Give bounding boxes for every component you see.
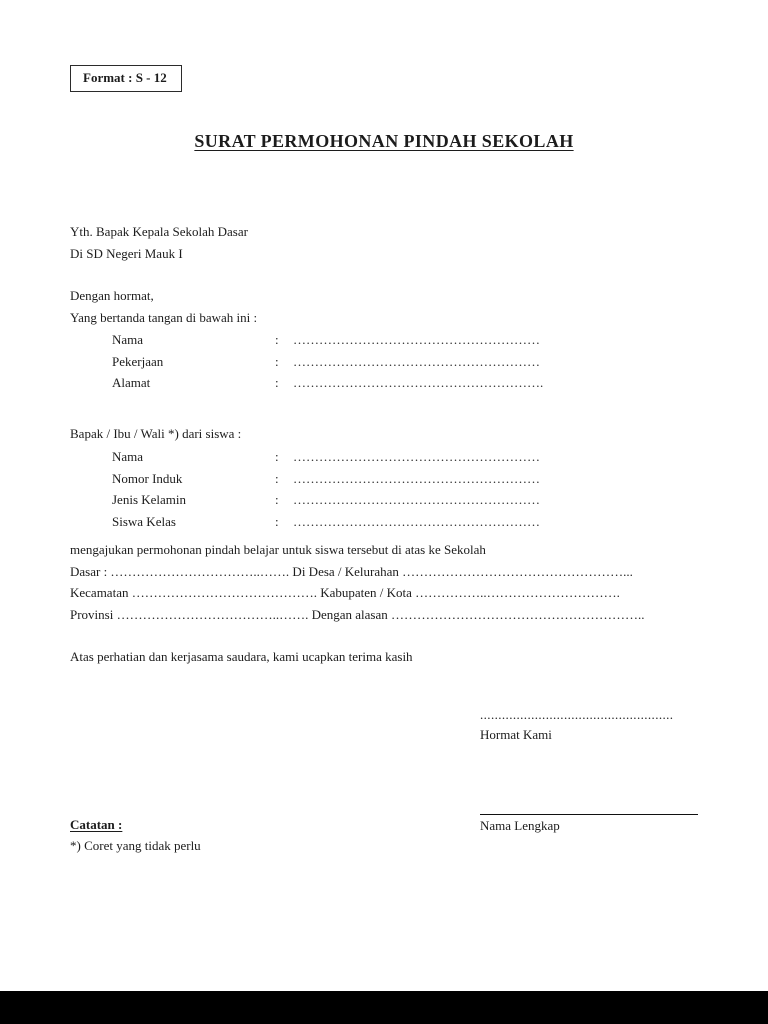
field-blank-line: ………………………………………………… [293,492,540,507]
field-row-nama [112,332,582,354]
applicant-fields [112,332,582,397]
field-separator: : [275,470,279,486]
field-separator: : [275,513,279,529]
field-separator: : [275,375,279,390]
field-label: Siswa Kelas [112,513,176,529]
field-blank-line: …………………………………………………. [293,375,544,390]
field-blank-line: ………………………………………………… [293,332,540,347]
request-line-1: mengajukan permohonan pindah belajar untuk siswa tersebut di atas ke Sekolah [70,542,486,557]
request-line-2: Dasar : ……………………………..……. Di Desa / Kelurahan ……………………………………………... [70,563,633,579]
salutation-text: Dengan hormat, [70,288,154,303]
opening-intro-text: Yang bertanda tangan di bawah ini : [70,309,258,325]
field-blank-line: ………………………………………………… [293,353,540,369]
field-row-jenis-kelamin [112,492,582,514]
recipient-block [70,221,248,264]
field-row-alamat [112,375,582,397]
field-blank-line: ………………………………………………… [293,513,540,529]
field-separator: : [275,449,279,464]
field-blank-line: ………………………………………………… [293,470,540,486]
field-separator: : [275,353,279,369]
field-label: Nomor Induk [112,470,183,486]
recipient-line-2: Di SD Negeri Mauk I [70,245,183,261]
field-separator: : [275,332,279,347]
signature-date-line: ..................................................... [480,707,674,722]
field-separator: : [275,492,279,507]
format-label: Format : S - 12 [83,70,167,85]
field-row-siswa-kelas [112,514,582,536]
field-label: Alamat [112,375,151,390]
signature-name-block [480,814,698,834]
field-blank-line: ………………………………………………… [293,449,540,464]
notes-title: Catatan : [70,817,123,832]
signature-block [480,705,710,745]
request-line-4: Provinsi ………………………………..……. Dengan alasan ………………………………………………….. [70,606,645,622]
scan-artifact-bar [0,991,768,1024]
request-paragraph [70,539,704,625]
field-label: Pekerjaan [112,353,164,369]
field-row-pekerjaan [112,354,582,376]
field-label: Nama [112,332,144,347]
field-label: Jenis Kelamin [112,492,187,507]
signature-name-label: Nama Lengkap [480,818,560,833]
page-title: SURAT PERMOHONAN PINDAH SEKOLAH [194,131,574,151]
request-line-3: Kecamatan ……………………………………. Kabupaten / Kota ……………..…………………………. [70,585,620,601]
recipient-line-1: Yth. Bapak Kepala Sekolah Dasar [70,224,248,239]
student-intro-text: Bapak / Ibu / Wali *) dari siswa : [70,426,242,441]
notes-block [70,814,201,856]
field-label: Nama [112,449,144,464]
closing-text: Atas perhatian dan kerjasama saudara, kami ucapkan terima kasih [70,649,413,664]
format-label-box [70,65,182,92]
student-fields [112,449,582,535]
field-row-nama-siswa [112,449,582,471]
field-row-nomor-induk [112,471,582,493]
notes-text: *) Coret yang tidak perlu [70,838,201,853]
signature-label: Hormat Kami [480,727,552,742]
opening-block [70,285,257,328]
